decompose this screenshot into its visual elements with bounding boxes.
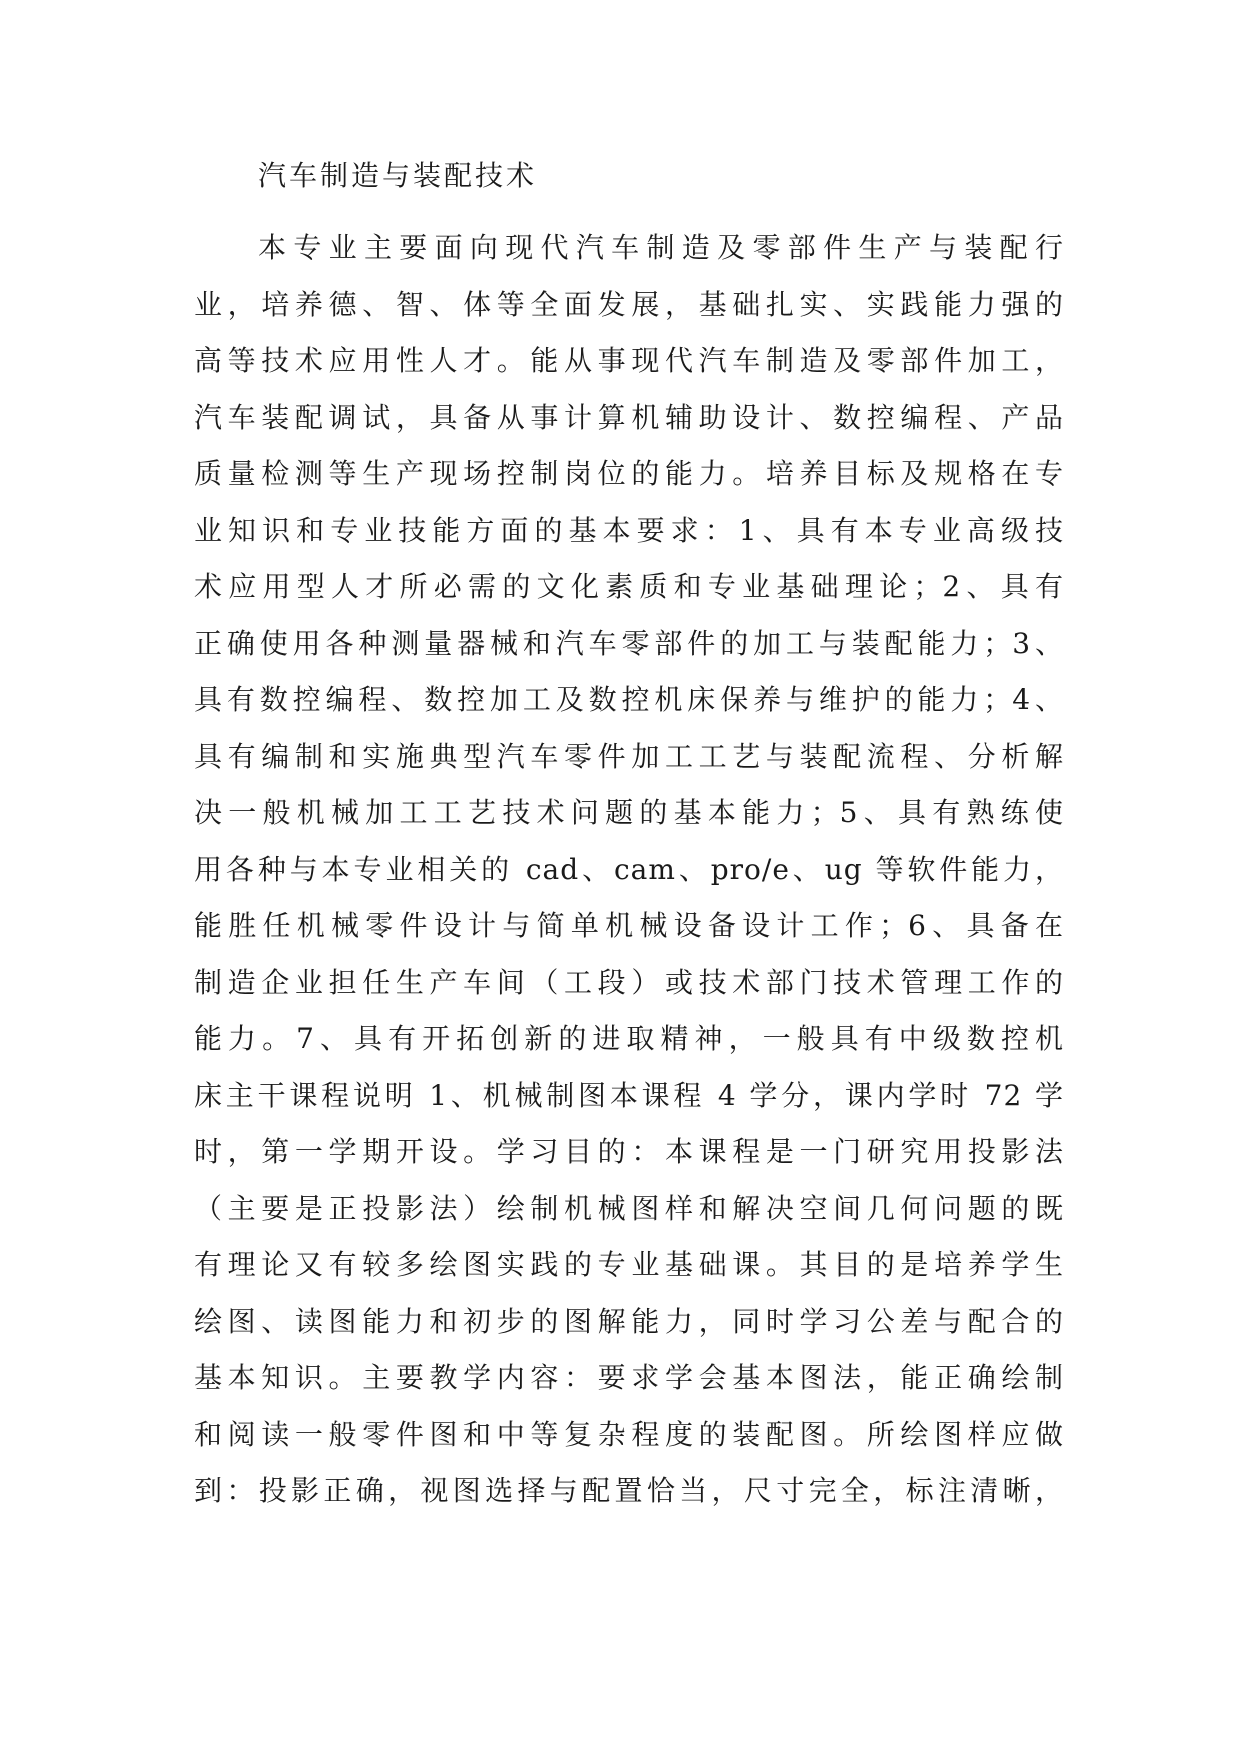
text-line: 到：投影正确，视图选择与配置恰当，尺寸完全，标注清晰， (194, 1474, 1064, 1507)
text-line: （主要是正投影法）绘制机械图样和解决空间几何问题的既 (194, 1191, 1064, 1225)
text-line: 业，培养德、智、体等全面发展，基础扎实、实践能力强的 (194, 287, 1064, 321)
text-line: 有理论又有较多绘图实践的专业基础课。其目的是培养学生 (194, 1248, 1064, 1281)
text-line: 术应用型人才所必需的文化素质和专业基础理论；2、具有 (194, 570, 1064, 603)
text-line: 具有编制和实施典型汽车零件加工工艺与装配流程、分析解 (194, 739, 1064, 773)
text-line: 能力。7、具有开拓创新的进取精神，一般具有中级数控机 (194, 1022, 1064, 1055)
text-line: 绘图、读图能力和初步的图解能力，同时学习公差与配合的 (194, 1304, 1064, 1338)
text-line: 能胜任机械零件设计与简单机械设备设计工作；6、具备在 (194, 909, 1064, 942)
text-line: 基本知识。主要教学内容：要求学会基本图法，能正确绘制 (194, 1361, 1064, 1394)
text-line: 业知识和专业技能方面的基本要求：1、具有本专业高级技 (194, 513, 1064, 547)
text-line: 正确使用各种测量器械和汽车零部件的加工与装配能力；3、 (194, 626, 1064, 660)
text-line: 具有数控编程、数控加工及数控机床保养与维护的能力；4、 (194, 683, 1064, 716)
document-title: 汽车制造与装配技术 (258, 159, 538, 192)
text-line: 和阅读一般零件图和中等复杂程度的装配图。所绘图样应做 (194, 1417, 1064, 1451)
text-line: 高等技术应用性人才。能从事现代汽车制造及零部件加工， (194, 344, 1064, 377)
text-line: 汽车装配调试，具备从事计算机辅助设计、数控编程、产品 (194, 400, 1064, 434)
text-line: 时，第一学期开设。学习目的：本课程是一门研究用投影法 (194, 1135, 1064, 1168)
text-line: 决一般机械加工工艺技术问题的基本能力；5、具有熟练使 (194, 796, 1064, 829)
text-line: 制造企业担任生产车间（工段）或技术部门技术管理工作的 (194, 965, 1064, 999)
body-paragraph (194, 220, 1064, 1520)
text-line: 本专业主要面向现代汽车制造及零部件生产与装配行 (258, 231, 1064, 264)
text-line: 用各种与本专业相关的 cad、cam、pro/e、ug 等软件能力， (194, 852, 1064, 886)
text-line: 床主干课程说明 1、机械制图本课程 4 学分，课内学时 72 学 (194, 1078, 1064, 1112)
text-line: 质量检测等生产现场控制岗位的能力。培养目标及规格在专 (194, 457, 1064, 490)
